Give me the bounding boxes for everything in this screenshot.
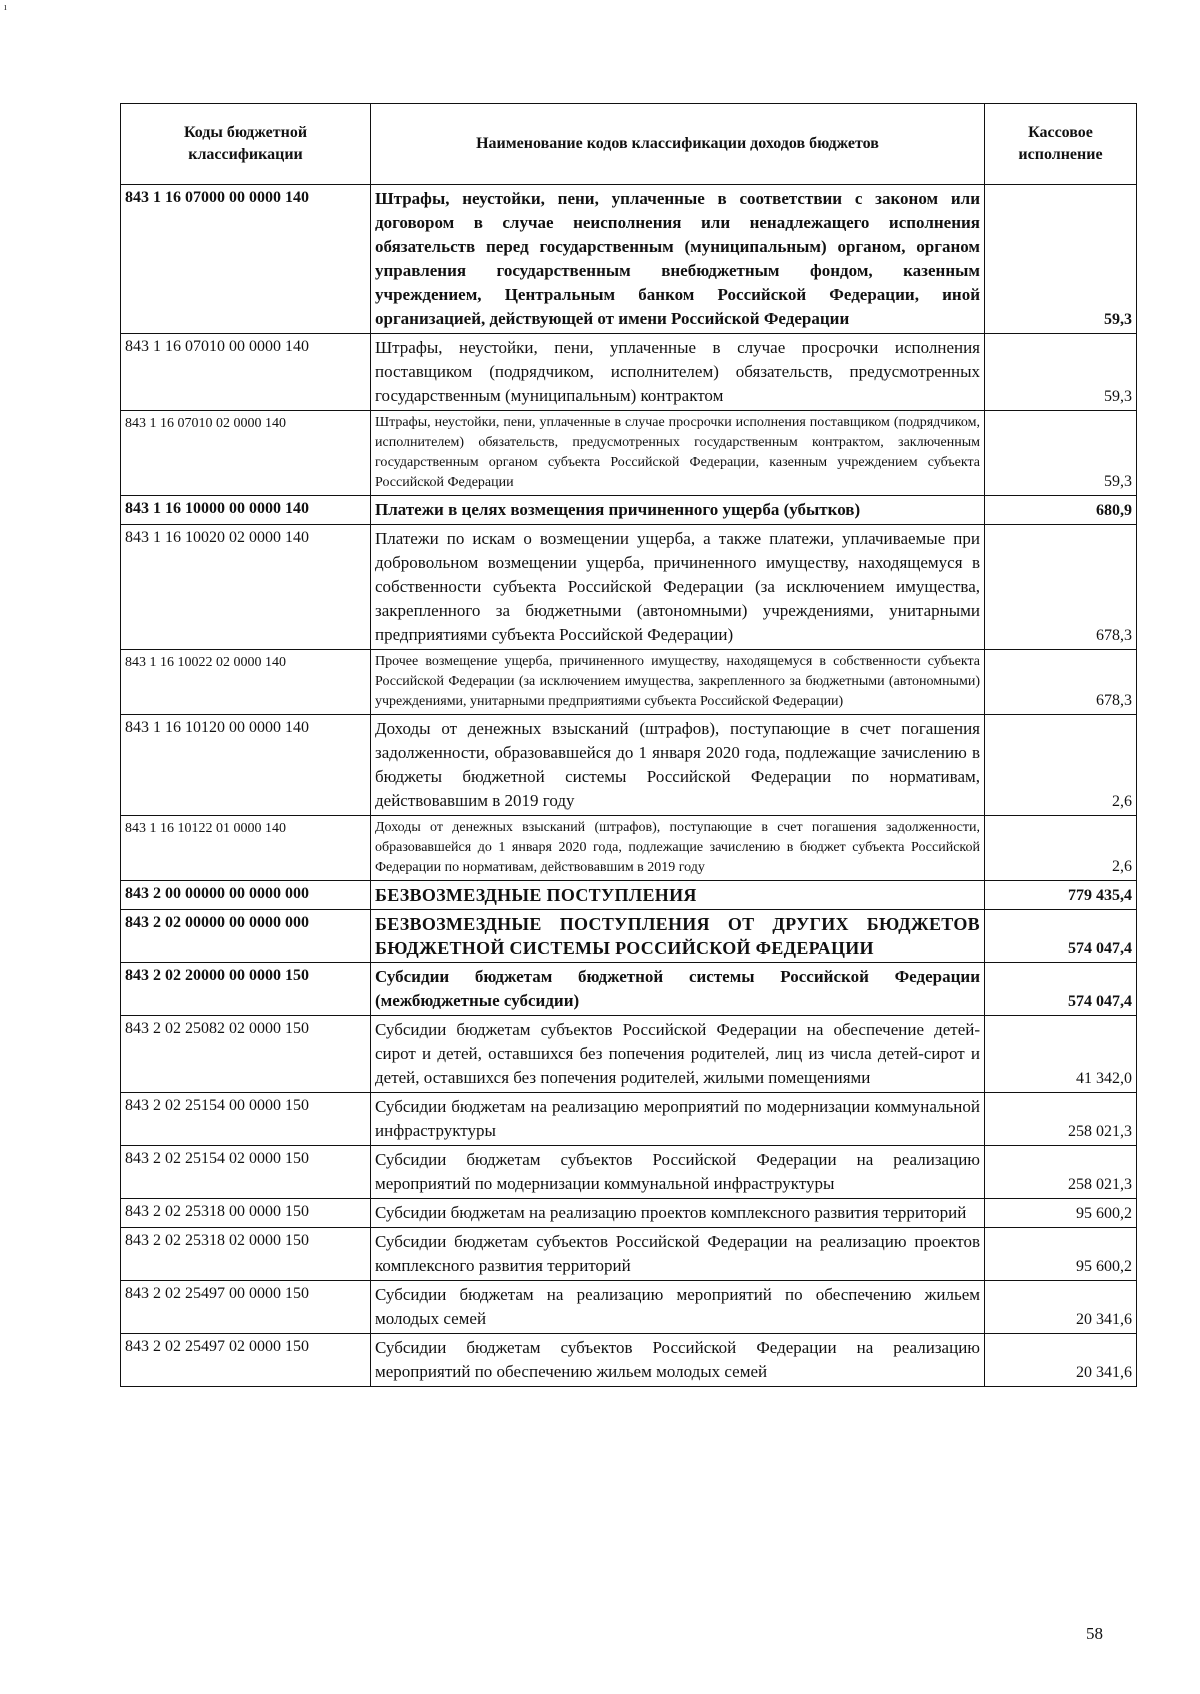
row-code: 843 2 02 25154 00 0000 150 [121, 1093, 371, 1146]
table-row [121, 1281, 1137, 1334]
row-name: Субсидии бюджетам субъектов Российской Федерации на реализацию мероприятий по обеспечению жильем молодых семей [371, 1334, 985, 1387]
row-name: Платежи в целях возмещения причиненного ущерба (убытков) [371, 496, 985, 525]
page-number: 58 [1086, 1624, 1103, 1643]
row-name: Штрафы, неустойки, пени, уплаченные в случае просрочки исполнения поставщиком (подрядчиком, исполнителем) обязательств, предусмотренных государственным контрактом, заключенным государственным органом субъекта Российской Федерации, казенным учреждением субъекта Российской Федерации [371, 411, 985, 496]
row-amount: 95 600,2 [985, 1228, 1137, 1281]
row-code: 843 1 16 10020 02 0000 140 [121, 525, 371, 650]
row-code: 843 1 16 10120 00 0000 140 [121, 715, 371, 816]
table-header-row [121, 104, 1137, 185]
table-row [121, 525, 1137, 650]
row-amount: 258 021,3 [985, 1146, 1137, 1199]
row-amount: 678,3 [985, 525, 1137, 650]
row-name: Субсидии бюджетам на реализацию проектов комплексного развития территорий [371, 1199, 985, 1228]
row-amount: 574 047,4 [985, 910, 1137, 963]
table-row [121, 1199, 1137, 1228]
row-amount: 680,9 [985, 496, 1137, 525]
row-name: БЕЗВОЗМЕЗДНЫЕ ПОСТУПЛЕНИЯ ОТ ДРУГИХ БЮДЖЕТОВ БЮДЖЕТНОЙ СИСТЕМЫ РОССИЙСКОЙ ФЕДЕРАЦИИ [371, 910, 985, 963]
row-name: Субсидии бюджетам субъектов Российской Федерации на реализацию мероприятий по модернизации коммунальной инфраструктуры [371, 1146, 985, 1199]
row-code: 843 2 02 25318 02 0000 150 [121, 1228, 371, 1281]
table-row [121, 496, 1137, 525]
row-amount: 20 341,6 [985, 1281, 1137, 1334]
table-row [121, 1146, 1137, 1199]
row-amount: 574 047,4 [985, 963, 1137, 1016]
row-name: Платежи по искам о возмещении ущерба, а также платежи, уплачиваемые при добровольном возмещении ущерба, причиненного имуществу, находящемуся в собственности субъекта Российской Федерации (за исключением имущества, закрепленного за бюджетными (автономными) учреждениями, унитарными предприятиями субъекта Российской Федерации) [371, 525, 985, 650]
row-name: Штрафы, неустойки, пени, уплаченные в соответствии с законом или договором в случае неисполнения или ненадлежащего исполнения обязательств перед государственным (муниципальным) органом, органом управления государственным внебюджетным фондом, казенным учреждением, Центральным банком Российской Федерации, иной организацией, действующей от имени Российской Федерации [371, 185, 985, 334]
table-row [121, 334, 1137, 411]
header-code: Коды бюджетной классификации [121, 104, 371, 185]
row-amount: 678,3 [985, 650, 1137, 715]
table-row [121, 963, 1137, 1016]
table-row [121, 816, 1137, 881]
header-name: Наименование кодов классификации доходов бюджетов [371, 104, 985, 185]
row-amount: 20 341,6 [985, 1334, 1137, 1387]
table-row [121, 411, 1137, 496]
row-name: БЕЗВОЗМЕЗДНЫЕ ПОСТУПЛЕНИЯ [371, 881, 985, 910]
scan-mark: ı [4, 2, 7, 13]
row-name: Субсидии бюджетам бюджетной системы Российской Федерации (межбюджетные субсидии) [371, 963, 985, 1016]
row-code: 843 1 16 07010 02 0000 140 [121, 411, 371, 496]
table-row [121, 910, 1137, 963]
table-row [121, 1093, 1137, 1146]
row-code: 843 1 16 10122 01 0000 140 [121, 816, 371, 881]
row-code: 843 2 02 25497 00 0000 150 [121, 1281, 371, 1334]
row-code: 843 2 02 00000 00 0000 000 [121, 910, 371, 963]
row-name: Субсидии бюджетам субъектов Российской Федерации на обеспечение детей-сирот и детей, оставшихся без попечения родителей, лиц из числа детей-сирот и детей, оставшихся без попечения родителей, жилыми помещениями [371, 1016, 985, 1093]
row-code: 843 2 00 00000 00 0000 000 [121, 881, 371, 910]
row-code: 843 2 02 25082 02 0000 150 [121, 1016, 371, 1093]
row-amount: 59,3 [985, 185, 1137, 334]
table-body [121, 185, 1137, 1387]
budget-revenue-table [120, 103, 1137, 1387]
row-name: Субсидии бюджетам на реализацию мероприятий по модернизации коммунальной инфраструктуры [371, 1093, 985, 1146]
row-amount: 2,6 [985, 715, 1137, 816]
header-amount: Кассовое исполнение [985, 104, 1137, 185]
row-name: Субсидии бюджетам субъектов Российской Федерации на реализацию проектов комплексного развития территорий [371, 1228, 985, 1281]
row-name: Доходы от денежных взысканий (штрафов), поступающие в счет погашения задолженности, образовавшейся до 1 января 2020 года, подлежащие зачислению в бюджет субъекта Российской Федерации по нормативам, действовавшим в 2019 году [371, 816, 985, 881]
row-name: Субсидии бюджетам на реализацию мероприятий по обеспечению жильем молодых семей [371, 1281, 985, 1334]
table-row [121, 881, 1137, 910]
row-code: 843 1 16 07010 00 0000 140 [121, 334, 371, 411]
row-code: 843 1 16 10022 02 0000 140 [121, 650, 371, 715]
row-amount: 2,6 [985, 816, 1137, 881]
row-name: Штрафы, неустойки, пени, уплаченные в случае просрочки исполнения поставщиком (подрядчиком, исполнителем) обязательств, предусмотренных государственным (муниципальным) контрактом [371, 334, 985, 411]
row-code: 843 2 02 25154 02 0000 150 [121, 1146, 371, 1199]
row-amount: 258 021,3 [985, 1093, 1137, 1146]
row-code: 843 2 02 25497 02 0000 150 [121, 1334, 371, 1387]
table-row [121, 185, 1137, 334]
table-row [121, 650, 1137, 715]
row-code: 843 2 02 20000 00 0000 150 [121, 963, 371, 1016]
row-amount: 95 600,2 [985, 1199, 1137, 1228]
row-code: 843 1 16 07000 00 0000 140 [121, 185, 371, 334]
table-row [121, 1228, 1137, 1281]
row-name: Прочее возмещение ущерба, причиненного имуществу, находящемуся в собственности субъекта Российской Федерации (за исключением имущества, закрепленного за бюджетными (автономными) учреждениями, унитарными предприятиями субъекта Российской Федерации) [371, 650, 985, 715]
row-code: 843 1 16 10000 00 0000 140 [121, 496, 371, 525]
row-amount: 779 435,4 [985, 881, 1137, 910]
row-amount: 41 342,0 [985, 1016, 1137, 1093]
row-amount: 59,3 [985, 334, 1137, 411]
row-amount: 59,3 [985, 411, 1137, 496]
row-name: Доходы от денежных взысканий (штрафов), поступающие в счет погашения задолженности, образовавшейся до 1 января 2020 года, подлежащие зачислению в бюджеты бюджетной системы Российской Федерации по нормативам, действовавшим в 2019 году [371, 715, 985, 816]
row-code: 843 2 02 25318 00 0000 150 [121, 1199, 371, 1228]
table-row [121, 1334, 1137, 1387]
table-row [121, 1016, 1137, 1093]
table-row [121, 715, 1137, 816]
